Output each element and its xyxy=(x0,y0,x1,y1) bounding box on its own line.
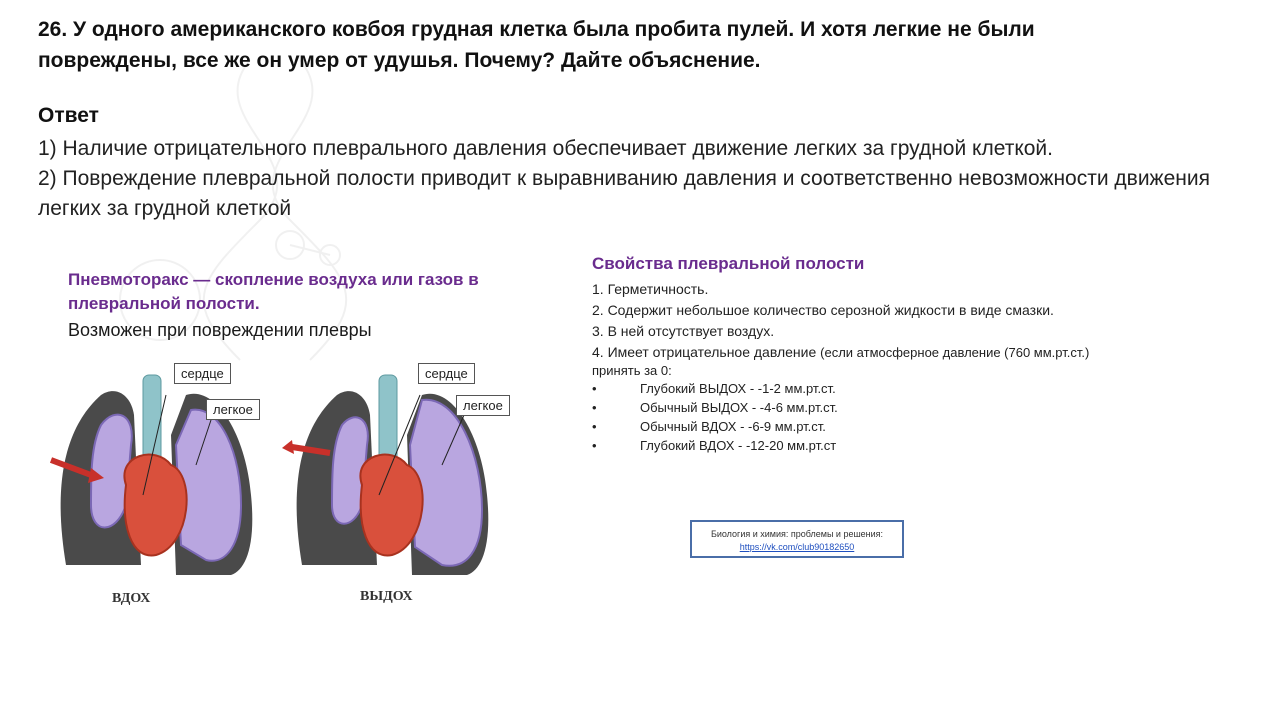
pressure-bullet-text: Глубокий ВДОХ - -12-20 мм.рт.ст xyxy=(640,438,837,453)
credit-link[interactable]: https://vk.com/club90182650 xyxy=(739,542,855,552)
label-lung-inhale: легкое xyxy=(206,399,260,420)
properties-list xyxy=(592,279,1232,455)
pressure-bullet xyxy=(592,379,1232,398)
pressure-bullet-text: Обычный ВДОХ - -6-9 мм.рт.ст. xyxy=(640,419,826,434)
question-line-1: 26. У одного американского ковбоя грудная клетка была пробита пулей. И хотя легкие не были xyxy=(38,18,1035,41)
answer-item-2: 2) Повреждение плевральной полости приводит к выравниванию давления и соответственно невозможности движения легких за грудной клеткой xyxy=(38,167,1210,220)
pressure-bullet-text: Обычный ВЫДОХ - -4-6 мм.рт.ст. xyxy=(640,400,838,415)
label-lung-exhale: легкое xyxy=(456,395,510,416)
pneumothorax-subtitle: Возможен при повреждении плевры xyxy=(68,320,372,340)
label-heart-inhale: сердце xyxy=(174,363,231,384)
lung-illustration xyxy=(46,355,276,585)
pressure-bullet xyxy=(592,417,1232,436)
caption-exhale: ВЫДОХ xyxy=(360,589,413,604)
answer-heading: Ответ xyxy=(38,104,99,127)
pneumothorax-title: Пневмоторакс — скопление воздуха или газов в плевральной полости. xyxy=(68,270,479,313)
property-item-4-main: 4. Имеет отрицательное давление xyxy=(592,344,817,360)
question-line-2: повреждены, все же он умер от удушья. Почему? Дайте объяснение. xyxy=(38,49,761,72)
pressure-bullet xyxy=(592,436,1232,455)
caption-inhale: ВДОХ xyxy=(112,591,151,606)
property-item-4-note: (если атмосферное давление (760 мм.рт.ст.) xyxy=(820,345,1090,360)
lung-illustration xyxy=(282,355,512,585)
bullet-icon: • xyxy=(592,419,597,434)
lung-figure-inhale xyxy=(46,355,276,615)
property-item-4 xyxy=(592,342,1232,363)
property-item: 2. Содержит небольшое количество серозной жидкости в виде смазки. xyxy=(592,302,1054,318)
bullet-icon: • xyxy=(592,400,597,415)
properties-title: Свойства плевральной полости xyxy=(592,254,865,273)
property-item-4-note-2: принять за 0: xyxy=(592,363,672,378)
bullet-icon: • xyxy=(592,438,597,453)
bullet-icon: • xyxy=(592,381,597,396)
property-item: 1. Герметичность. xyxy=(592,281,709,297)
pressure-bullet-text: Глубокий ВЫДОХ - -1-2 мм.рт.ст. xyxy=(640,381,836,396)
credit-text: Биология и химия: проблемы и решения: xyxy=(710,529,884,539)
property-item: 3. В ней отсутствует воздух. xyxy=(592,323,775,339)
answer-item-1: 1) Наличие отрицательного плеврального давления обеспечивает движение легких за грудной клеткой. xyxy=(38,137,1053,160)
lung-figure-exhale xyxy=(282,355,532,615)
label-heart-exhale: сердце xyxy=(418,363,475,384)
question-text xyxy=(38,14,1218,76)
credit-box xyxy=(690,520,904,558)
pressure-bullet xyxy=(592,398,1232,417)
